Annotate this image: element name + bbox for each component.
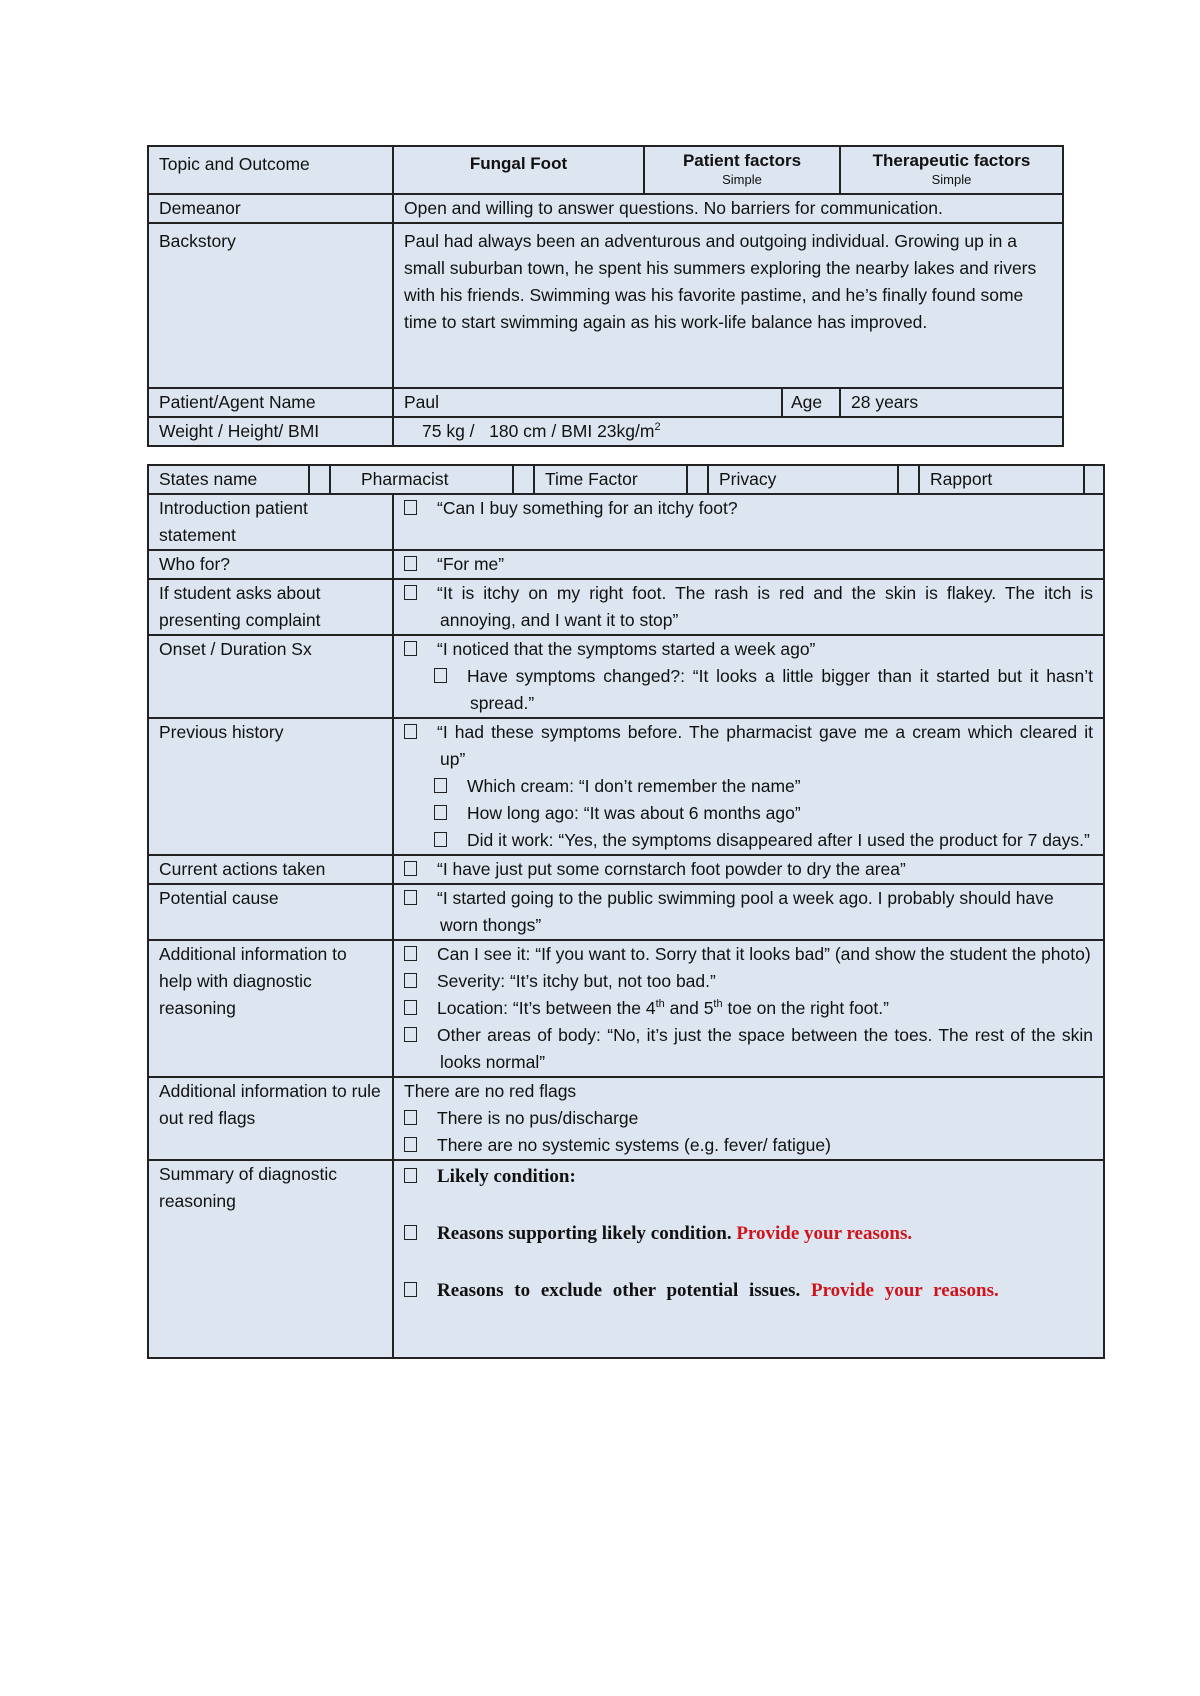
red-text-1: There is no pus/discharge <box>437 1108 639 1128</box>
diag-sup-2: th <box>713 998 723 1011</box>
states-pharmacist: Pharmacist <box>330 465 513 494</box>
list-item <box>404 800 1093 827</box>
red-label: Additional information to rule out red flags <box>148 1077 393 1160</box>
red-intro: There are no red flags <box>404 1081 577 1101</box>
patient-factors <box>644 146 840 194</box>
age-label: Age <box>782 388 840 417</box>
name-value: Paul <box>393 388 782 417</box>
patient-factors-value: Simple <box>722 172 762 187</box>
list-item <box>404 968 1093 995</box>
states-box-3[interactable] <box>687 465 708 494</box>
list-item <box>404 885 1093 939</box>
therapeutic-factors-value: Simple <box>931 172 972 187</box>
checkbox-icon[interactable] <box>404 1168 417 1183</box>
diag-sup-1: th <box>655 998 665 1011</box>
summary-cell <box>393 1160 1104 1358</box>
diag-text-4: Other areas of body: “No, it’s just the space between the toes. The rest of the skin looks normal” <box>437 1025 1093 1072</box>
intro-label: Introduction patient statement <box>148 494 393 550</box>
history-text-2: Which cream: “I don’t remember the name” <box>467 776 801 796</box>
checkbox-icon[interactable] <box>404 556 417 571</box>
list-item <box>404 941 1093 968</box>
checkbox-icon[interactable] <box>404 946 417 961</box>
list-item <box>404 1132 1093 1159</box>
checkbox-icon[interactable] <box>434 668 447 683</box>
red-cell <box>393 1077 1104 1160</box>
case-header-table <box>147 145 1064 447</box>
cause-text: “I started going to the public swimming pool a week ago. I probably should have worn thongs” <box>437 888 1054 935</box>
case-states-table <box>147 464 1105 1359</box>
list-item <box>404 856 1093 883</box>
onset-cell <box>393 635 1104 718</box>
backstory-value: Paul had always been an adventurous and outgoing individual. Growing up in a small suburban town, he spent his summers exploring the nearby lakes and rivers with his friends. Swimming was his favorite pastime, and he’s finally found some time to start swimming again as his work-life balance has improved. <box>393 223 1063 388</box>
checkbox-icon[interactable] <box>404 973 417 988</box>
history-cell <box>393 718 1104 855</box>
summary-text-3: Reasons to exclude other potential issues. <box>437 1280 801 1301</box>
history-text-3: How long ago: “It was about 6 months ago” <box>467 803 801 823</box>
intro-cell <box>393 494 1104 550</box>
states-box-2[interactable] <box>513 465 534 494</box>
therapeutic-factors <box>840 146 1063 194</box>
backstory-label: Backstory <box>148 223 393 388</box>
summary-text-2: Reasons supporting likely condition. <box>437 1223 732 1244</box>
list-item <box>404 495 1093 522</box>
checkbox-icon[interactable] <box>404 1110 417 1125</box>
checkbox-icon[interactable] <box>404 890 417 905</box>
states-box-5[interactable] <box>1084 465 1104 494</box>
onset-text-1: “I noticed that the symptoms started a week ago” <box>437 639 816 659</box>
states-time-factor: Time Factor <box>534 465 687 494</box>
history-text-4: Did it work: “Yes, the symptoms disappeared after I used the product for 7 days.” <box>467 830 1090 850</box>
age-value: 28 years <box>840 388 1063 417</box>
list-item <box>404 1163 1093 1190</box>
cause-label: Potential cause <box>148 884 393 940</box>
states-rapport: Rapport <box>919 465 1084 494</box>
onset-text-2: Have symptoms changed?: “It looks a little bigger than it started but it hasn’t spread.” <box>467 666 1093 713</box>
list-item <box>404 827 1093 854</box>
checkbox-icon[interactable] <box>434 805 447 820</box>
whofor-label: Who for? <box>148 550 393 579</box>
checkbox-icon[interactable] <box>434 832 447 847</box>
summary-text-1: Likely condition: <box>437 1166 576 1187</box>
list-item <box>404 663 1093 717</box>
checkbox-icon[interactable] <box>404 1137 417 1152</box>
list-item <box>404 551 1093 578</box>
states-box-4[interactable] <box>898 465 919 494</box>
history-text-1: “I had these symptoms before. The pharmacist gave me a cream which cleared it up” <box>437 722 1093 769</box>
complaint-label: If student asks about presenting complaint <box>148 579 393 635</box>
diag-text-1: Can I see it: “If you want to. Sorry that it looks bad” (and show the student the photo) <box>437 944 1091 964</box>
list-item <box>404 1220 1093 1247</box>
complaint-cell <box>393 579 1104 635</box>
topic-label: Topic and Outcome <box>148 146 393 194</box>
diag-text-2: Severity: “It’s itchy but, not too bad.” <box>437 971 716 991</box>
checkbox-icon[interactable] <box>404 500 417 515</box>
diag-text-3a: Location: “It’s between the 4 <box>437 998 656 1018</box>
cause-cell <box>393 884 1104 940</box>
patient-factors-label: Patient factors <box>682 151 802 170</box>
states-privacy: Privacy <box>708 465 898 494</box>
whb-value-cell <box>393 417 1063 446</box>
list-item <box>404 580 1093 634</box>
states-name-label: States name <box>148 465 309 494</box>
diag-text-3c: toe on the right foot.” <box>722 998 889 1018</box>
name-label: Patient/Agent Name <box>148 388 393 417</box>
checkbox-icon[interactable] <box>404 724 417 739</box>
checkbox-icon[interactable] <box>404 1000 417 1015</box>
diag-cell <box>393 940 1104 1077</box>
summary-red-3: Provide your reasons. <box>810 1280 999 1301</box>
topic-value: Fungal Foot <box>393 146 644 194</box>
onset-label: Onset / Duration Sx <box>148 635 393 718</box>
checkbox-icon[interactable] <box>404 1282 417 1297</box>
checkbox-icon[interactable] <box>404 585 417 600</box>
states-box-1[interactable] <box>309 465 330 494</box>
diag-text-3b: and 5 <box>664 998 714 1018</box>
list-item <box>404 995 1093 1022</box>
list-item <box>404 773 1093 800</box>
red-text-2: There are no systemic systems (e.g. fever/ fatigue) <box>437 1135 831 1155</box>
actions-label: Current actions taken <box>148 855 393 884</box>
summary-red-2: Provide your reasons. <box>736 1223 913 1244</box>
list-item <box>404 636 1093 663</box>
list-item <box>404 1022 1093 1076</box>
intro-text: “Can I buy something for an itchy foot? <box>437 498 738 518</box>
history-label: Previous history <box>148 718 393 855</box>
diag-label: Additional information to help with diagnostic reasoning <box>148 940 393 1077</box>
demeanor-label: Demeanor <box>148 194 393 223</box>
demeanor-value: Open and willing to answer questions. No barriers for communication. <box>393 194 1063 223</box>
actions-text: “I have just put some cornstarch foot powder to dry the area” <box>437 859 906 879</box>
complaint-text: “It is itchy on my right foot. The rash is red and the skin is flakey. The itch is annoying, and I want it to stop” <box>437 583 1093 630</box>
therapeutic-factors-label: Therapeutic factors <box>872 151 1031 170</box>
checkbox-icon[interactable] <box>404 1225 417 1240</box>
checkbox-icon[interactable] <box>434 778 447 793</box>
checkbox-icon[interactable] <box>404 1027 417 1042</box>
summary-label: Summary of diagnostic reasoning <box>148 1160 393 1358</box>
whb-sup: 2 <box>654 421 661 434</box>
actions-cell <box>393 855 1104 884</box>
list-item <box>404 1105 1093 1132</box>
checkbox-icon[interactable] <box>404 861 417 876</box>
whb-label: Weight / Height/ BMI <box>148 417 393 446</box>
checkbox-icon[interactable] <box>404 641 417 656</box>
list-item <box>404 1277 1093 1304</box>
list-item <box>404 719 1093 773</box>
whb-value: 75 kg / 180 cm / BMI 23kg/m <box>422 421 655 441</box>
whofor-text: “For me” <box>437 554 505 574</box>
whofor-cell <box>393 550 1104 579</box>
